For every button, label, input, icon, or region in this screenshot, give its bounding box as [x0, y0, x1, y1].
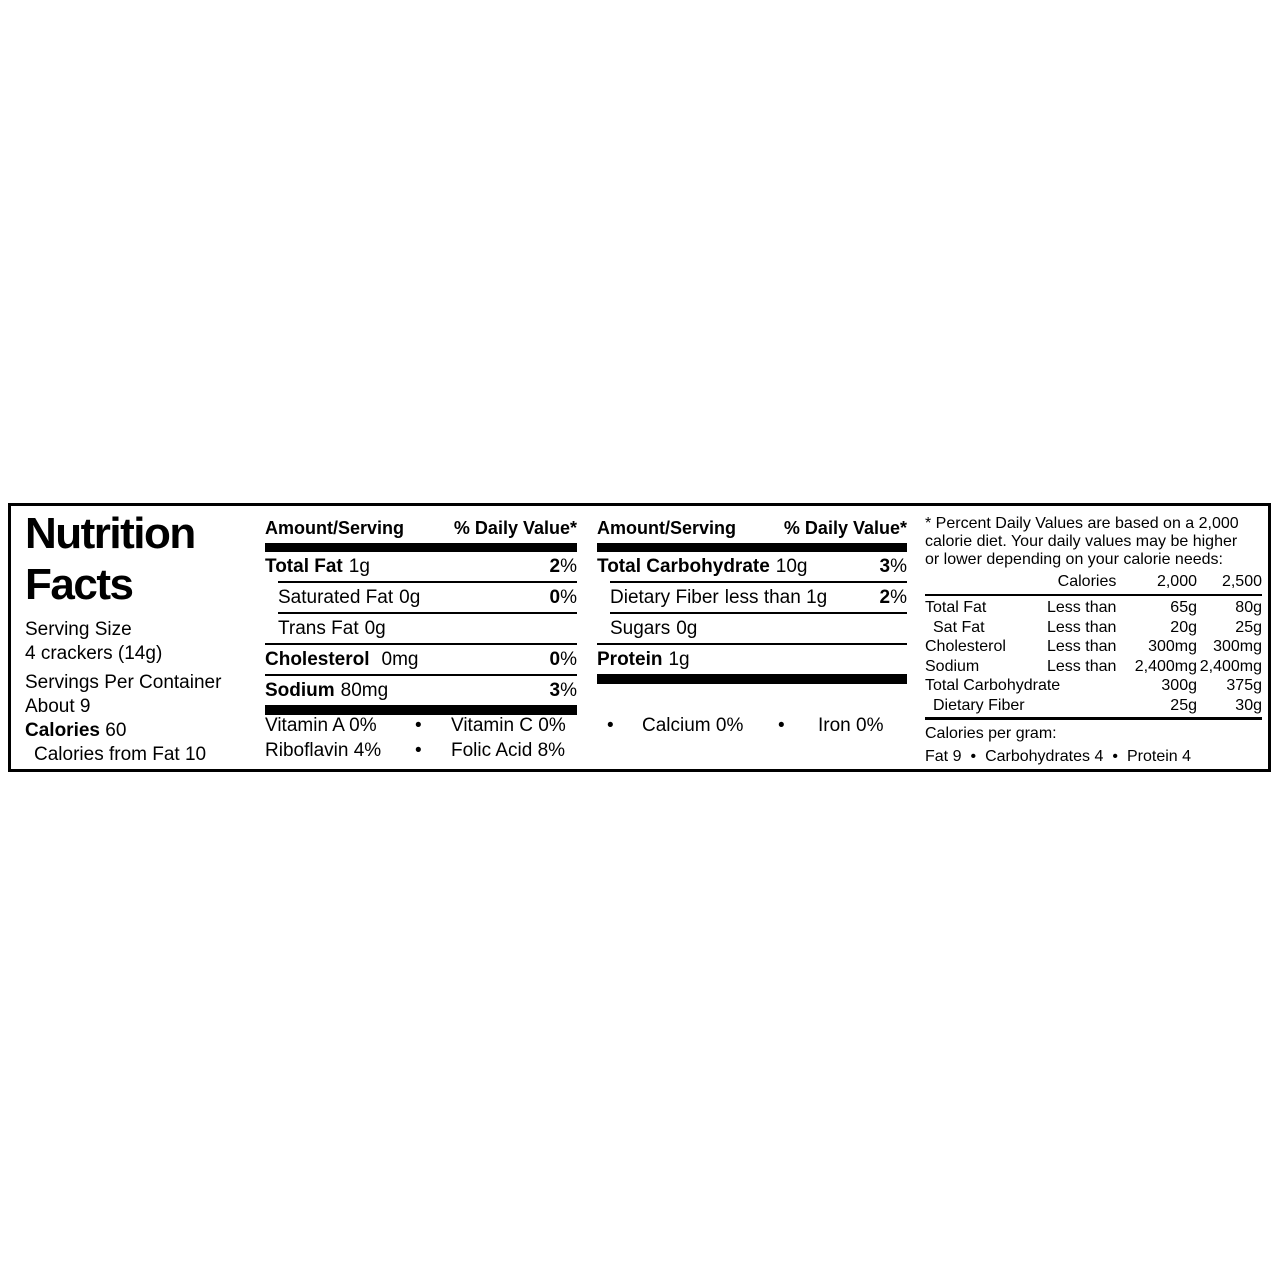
row-sodium [265, 676, 577, 705]
nutrient-name: Protein [597, 648, 663, 670]
dv-percent-sign: % [890, 555, 907, 577]
serving-size-label: Serving Size [25, 619, 132, 640]
fat-per-gram: Fat 9 [925, 748, 962, 765]
ref-name: Dietary Fiber [933, 696, 1025, 714]
nutrition-facts-title [25, 508, 195, 610]
micronutrients-strip [265, 715, 925, 765]
dv-number: 3 [549, 679, 561, 701]
servings-per-container-value: About 9 [25, 696, 91, 717]
identity-column [25, 506, 265, 769]
row-total-carbohydrate [597, 552, 907, 581]
ref-qualifier: Less than [1047, 599, 1117, 616]
amount-serving-heading: Amount/Serving [597, 518, 737, 538]
nutrient-name: Total Fat [265, 555, 343, 577]
ref-qualifier [1047, 676, 1127, 696]
col-2000-header: 2,000 [1156, 573, 1197, 590]
nutrient-amount: 0g [364, 617, 386, 639]
table-row-total-carbohydrate [925, 676, 1262, 696]
ref-qualifier [1047, 696, 1127, 716]
dv-percent-sign: % [560, 555, 577, 577]
dv-number: 3 [879, 555, 891, 577]
carb-panel-header [597, 518, 907, 539]
table-row-sat-fat [925, 618, 1262, 638]
ref-2500-value: 25g [1235, 618, 1262, 636]
nutrient-amount: 10g [775, 555, 808, 577]
col-2500-header: 2,500 [1221, 573, 1262, 590]
panel-end-bar [597, 674, 907, 684]
nutrient-dv [880, 556, 907, 578]
ref-2000-value: 20g [1170, 618, 1197, 636]
calories-per-gram-values [925, 747, 1191, 767]
fat-panel-rows [265, 552, 577, 715]
dv-number: 0 [549, 648, 561, 670]
dv-number: 0 [549, 586, 561, 608]
bullet-separator: • [415, 740, 422, 761]
dv-number: 2 [549, 555, 561, 577]
nutrient-name: Dietary Fiber [610, 586, 719, 608]
bullet-separator: • [778, 715, 785, 736]
fat-panel-header [265, 518, 577, 539]
nutrient-dv [550, 587, 577, 609]
folic-acid-value: Folic Acid 8% [451, 740, 566, 761]
nutrient-amount: 0g [399, 586, 421, 608]
footnote-line-1: * Percent Daily Values are based on a 2,000 [925, 515, 1239, 532]
footnote-line-3: or lower depending on your calorie needs: [925, 551, 1223, 568]
dv-percent-sign: % [560, 679, 577, 701]
nutrient-name: Trans Fat [278, 617, 359, 639]
ref-2500-value: 375g [1226, 677, 1262, 694]
bullet-separator: • [415, 715, 422, 736]
nutrient-dv [880, 587, 907, 609]
nutrient-amount: 1g [668, 648, 690, 670]
ref-name: Sodium [925, 657, 980, 675]
ref-2000-value: 300g [1161, 677, 1197, 694]
nutrient-amount: 0mg [381, 648, 419, 670]
calories-line [25, 719, 206, 743]
table-rule [925, 594, 1262, 596]
nutrient-name: Cholesterol [265, 648, 370, 670]
ref-qualifier: Less than [1047, 657, 1117, 675]
ref-qualifier: Less than [1047, 618, 1117, 636]
calcium-value: Calcium 0% [642, 715, 744, 736]
header-rule-bar [597, 543, 907, 552]
dv-percent-sign: % [560, 586, 577, 608]
ref-2500-value: 30g [1235, 696, 1262, 714]
nutrient-amount: 0g [676, 617, 698, 639]
ref-2500-value: 300mg [1213, 638, 1262, 655]
nutrient-name: Sodium [265, 679, 335, 701]
protein-per-gram: Protein 4 [1126, 748, 1192, 765]
daily-value-heading: % Daily Value* [453, 518, 577, 538]
table-rule-bottom [925, 717, 1262, 720]
serving-size-value: 4 crackers (14g) [25, 643, 163, 664]
calories-value: 60 [105, 720, 127, 741]
ref-name: Sat Fat [933, 618, 985, 636]
servings-per-container-block [25, 671, 221, 719]
calories-label: Calories [25, 720, 100, 741]
nutrient-dv [550, 556, 577, 578]
row-sugars [597, 614, 907, 643]
riboflavin-value: Riboflavin 4% [265, 740, 382, 761]
nutrient-name: Sugars [610, 617, 671, 639]
nutrient-dv [550, 680, 577, 702]
row-trans-fat [265, 614, 577, 643]
row-dietary-fiber [597, 583, 907, 612]
nutrition-facts-label [8, 503, 1271, 772]
serving-size-block [25, 618, 162, 666]
footnote-line-2: calorie diet. Your daily values may be higher [925, 533, 1238, 550]
header-spacer [925, 572, 1047, 591]
ref-name: Cholesterol [925, 638, 1006, 655]
row-cholesterol [265, 645, 577, 674]
ref-2000-value: 2,400mg [1134, 657, 1197, 675]
micronutrients-row-2 [265, 740, 925, 765]
nutrient-amount: less than 1g [724, 586, 828, 608]
row-protein [597, 645, 907, 674]
amount-serving-heading: Amount/Serving [265, 518, 405, 538]
reference-table [925, 598, 1262, 715]
ref-qualifier: Less than [1047, 638, 1117, 655]
daily-values-footnote [925, 515, 1239, 569]
nutrient-name: Saturated Fat [278, 586, 394, 608]
table-row-sodium [925, 657, 1262, 677]
header-rule-bar [265, 543, 577, 552]
calories-block [25, 719, 206, 767]
calories-per-gram-label: Calories per gram: [925, 725, 1057, 742]
daily-value-heading: % Daily Value* [783, 518, 907, 538]
iron-value: Iron 0% [818, 715, 884, 736]
table-row-cholesterol [925, 637, 1262, 657]
footnote-column [925, 506, 1262, 769]
nutrient-amount: 1g [348, 555, 370, 577]
nutrient-dv [550, 649, 577, 671]
title-line-1: Nutrition [25, 509, 195, 558]
table-row-dietary-fiber [925, 696, 1262, 716]
table-row-total-fat [925, 598, 1262, 618]
dv-number: 2 [879, 586, 891, 608]
servings-per-container-label: Servings Per Container [25, 672, 222, 693]
ref-2500-value: 2,400mg [1199, 657, 1262, 675]
calories-from-fat: Calories from Fat 10 [34, 744, 207, 765]
dv-percent-sign: % [890, 586, 907, 608]
calories-column-header: Calories [1057, 573, 1117, 590]
ref-name: Total Carbohydrate [925, 677, 1061, 694]
bullet-separator: • [970, 748, 977, 765]
dv-percent-sign: % [560, 648, 577, 670]
vitamin-c-value: Vitamin C 0% [451, 715, 566, 736]
panel-end-bar [265, 705, 577, 715]
row-saturated-fat [265, 583, 577, 612]
ref-2000-value: 65g [1170, 599, 1197, 616]
micronutrients-row-1 [265, 715, 925, 740]
carbohydrates-per-gram: Carbohydrates 4 [985, 748, 1104, 765]
ref-2500-value: 80g [1235, 599, 1262, 616]
ref-name: Total Fat [925, 599, 987, 616]
title-line-2: Facts [25, 560, 133, 609]
bullet-separator: • [1112, 748, 1118, 765]
reference-table-header [925, 572, 1262, 591]
vitamin-a-value: Vitamin A 0% [265, 715, 377, 736]
ref-2000-value: 25g [1170, 696, 1197, 714]
carb-panel-rows [597, 552, 907, 684]
nutrient-amount: 80mg [340, 679, 389, 701]
nutrient-name: Total Carbohydrate [597, 555, 770, 577]
ref-2000-value: 300mg [1148, 638, 1197, 655]
bullet-separator: • [607, 715, 614, 736]
row-total-fat [265, 552, 577, 581]
